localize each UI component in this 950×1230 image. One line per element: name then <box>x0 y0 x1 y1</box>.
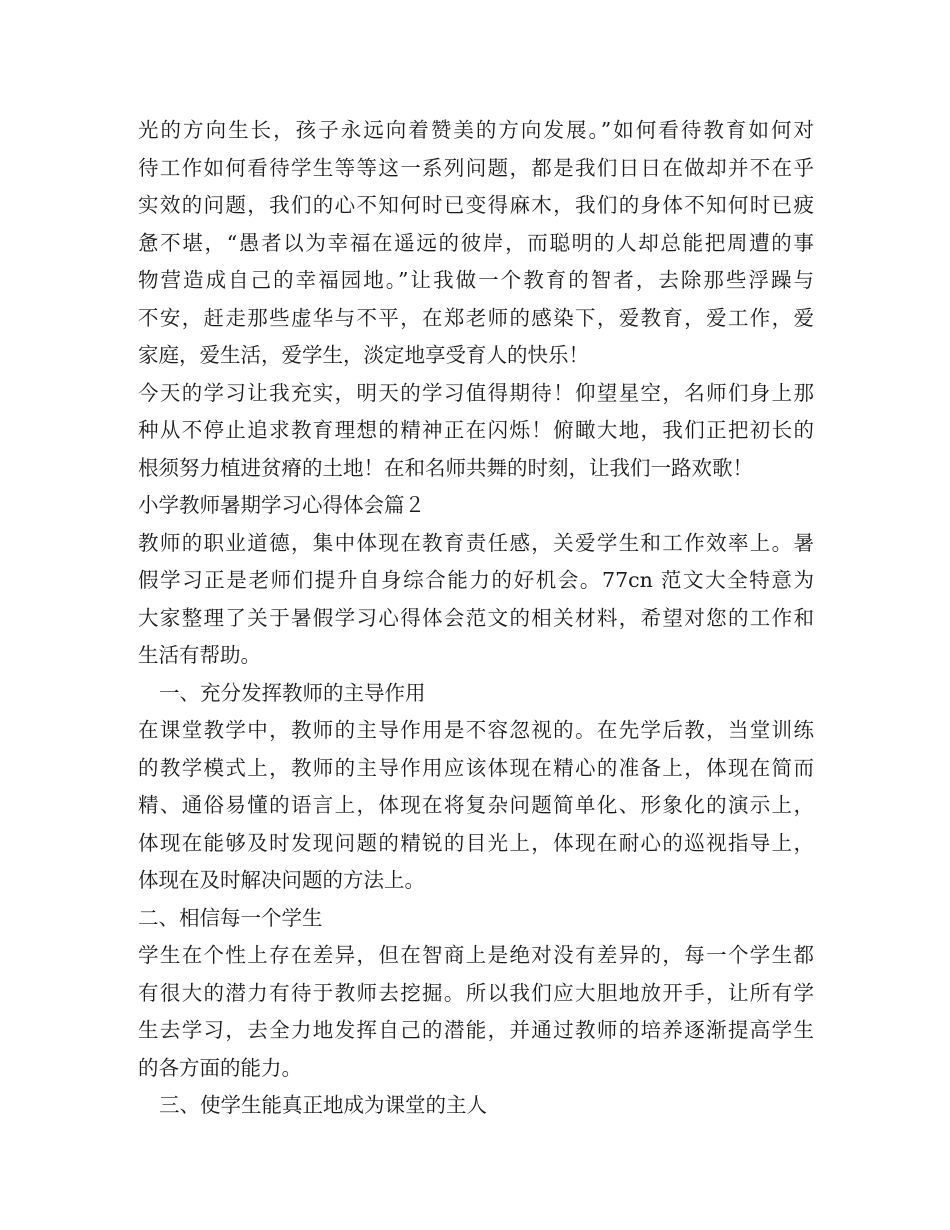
text-line: 有很大的潜力有待于教师去挖掘。所以我们应大胆地放开手，让所有学 <box>138 980 814 1005</box>
text-line: 体现在能够及时发现问题的精锐的目光上，体现在耐心的巡视指导上， <box>138 830 814 855</box>
text-line: 种从不停止追求教育理想的精神正在闪烁！俯瞰大地，我们正把初长的 <box>138 418 814 442</box>
text-line: 物营造成自己的幸福园地。”让我做一个教育的智者，去除那些浮躁与 <box>138 268 814 292</box>
text-line: 在课堂教学中，教师的主导作用是不容忽视的。在先学后教，当堂训练 <box>138 718 814 742</box>
text-line: 假学习正是老师们提升自身综合能力的好机会。77cn 范文大全特意为 <box>138 568 814 592</box>
text-line: 今天的学习让我充实，明天的学习值得期待！仰望星空，名师们身上那 <box>138 380 814 405</box>
text-line: 二、相信每一个学生 <box>138 905 323 930</box>
text-line: 小学教师暑期学习心得体会篇２ <box>138 493 425 517</box>
text-line: 家庭，爱生活，爱学生，淡定地享受育人的快乐！ <box>138 343 589 367</box>
text-line: 待工作如何看待学生等等这一系列问题，都是我们日日在做却并不在乎 <box>138 155 814 180</box>
text-line: 生去学习，去全力地发挥自己的潜能，并通过教师的培养逐渐提高学生 <box>138 1018 814 1042</box>
text-line: 精、通俗易懂的语言上，体现在将复杂问题简单化、形象化的演示上， <box>138 793 814 817</box>
text-line: 光的方向生长，孩子永远向着赞美的方向发展。”如何看待教育如何对 <box>138 118 814 142</box>
text-line: 的教学模式上，教师的主导作用应该体现在精心的准备上，体现在简而 <box>138 755 814 780</box>
text-line: 教师的职业道德，集中体现在教育责任感，关爱学生和工作效率上。暑 <box>138 530 814 555</box>
text-line: 生活有帮助。 <box>138 643 261 667</box>
text-line: 不安，赶走那些虚华与不平，在郑老师的感染下，爱教育，爱工作，爱 <box>138 305 814 330</box>
section-heading: 一、充分发挥教师的主导作用 <box>159 680 426 705</box>
text-line: 实效的问题，我们的心不知何时已变得麻木，我们的身体不知何时已疲 <box>138 193 814 217</box>
text-line: 惫不堪，“愚者以为幸福在遥远的彼岸，而聪明的人却总能把周遭的事 <box>138 230 814 255</box>
text-line: 体现在及时解决问题的方法上。 <box>138 868 425 892</box>
text-line: 大家整理了关于暑假学习心得体会范文的相关材料，希望对您的工作和 <box>138 605 814 630</box>
text-line: 的各方面的能力。 <box>138 1055 302 1080</box>
document-body <box>138 112 814 1125</box>
text-line: 学生在个性上存在差异，但在智商上是绝对没有差异的，每一个学生都 <box>138 943 814 967</box>
section-heading: 三、使学生能真正地成为课堂的主人 <box>159 1093 487 1117</box>
text-line: 根须努力植进贫瘠的土地！在和名师共舞的时刻，让我们一路欢歌！ <box>138 455 753 480</box>
